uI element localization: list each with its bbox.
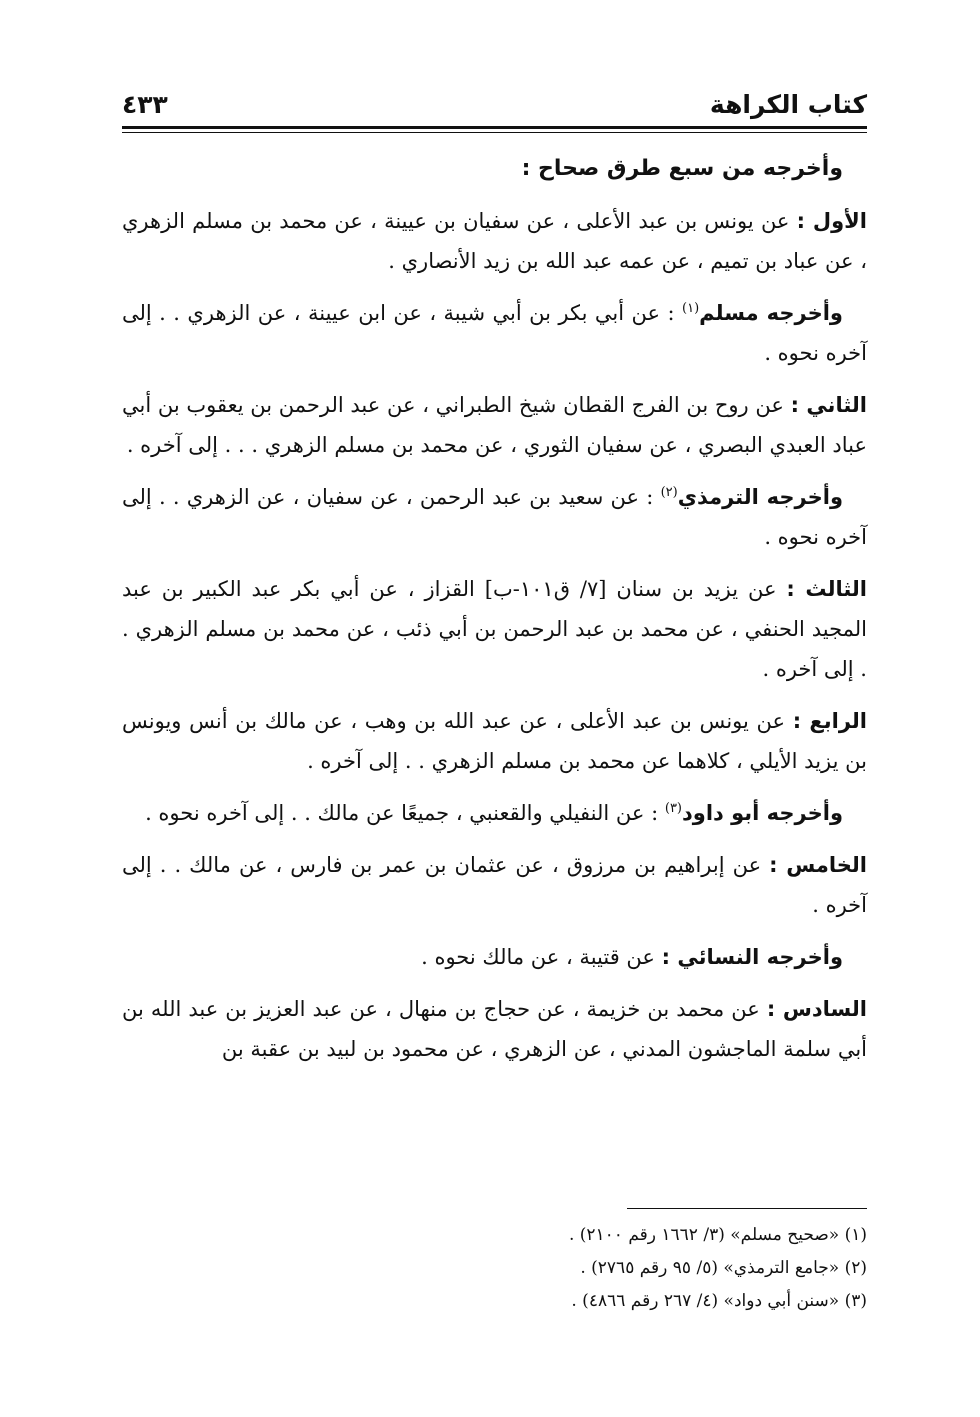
footnote-mark: (٢) xyxy=(660,485,678,500)
footnote-item: (٢) «جامع الترمذي» (٥/ ٩٥ رقم ٢٧٦٥) . xyxy=(580,1258,867,1278)
footnotes xyxy=(122,1208,867,1318)
header-rule-thin xyxy=(122,132,867,133)
running-header xyxy=(122,78,867,120)
section-heading: وأخرجه من سبع طرق صحاح : xyxy=(521,156,843,181)
paragraph-lead: الرابع : xyxy=(792,709,867,733)
paragraph-text: : عن أبي بكر بن أبي شيبة ، عن ابن عيينة ، عن الزهري . . إلى آخره نحوه . xyxy=(122,301,867,365)
footnote-mark: (١) xyxy=(682,301,700,316)
paragraph-fifth-route xyxy=(122,845,867,925)
paragraph-text: عن يونس بن عبد الأعلى ، عن سفيان بن عيينة ، عن محمد بن مسلم الزهري ، عن عباد بن تميم ، عن عمه عبد الله بن زيد الأنصاري . xyxy=(122,209,867,273)
paragraph-lead: وأخرجه أبو داود xyxy=(682,801,843,825)
paragraph-nasai xyxy=(122,937,867,977)
paragraph-lead: الأول : xyxy=(796,209,867,233)
paragraph-fourth-route xyxy=(122,701,867,781)
paragraph-lead: الثاني : xyxy=(790,393,867,417)
paragraph-text: : عن النفيلي والقعنبي ، جميعًا عن مالك . . إلى آخره نحوه . xyxy=(145,801,665,825)
paragraph-first-route xyxy=(122,201,867,281)
paragraph-text: عن روح بن الفرج القطان شيخ الطبراني ، عن عبد الرحمن بن يعقوب بن أبي عباد العبدي البصري ، عن سفيان الثوري ، عن محمد بن مسلم الزهري . . . إلى آخره . xyxy=(122,393,867,457)
page-number: ٤٣٣ xyxy=(122,90,168,119)
paragraph-text: : عن سعيد بن عبد الرحمن ، عن سفيان ، عن الزهري . . إلى آخره نحوه . xyxy=(122,485,867,549)
footnote-mark: (٣) xyxy=(664,801,682,816)
paragraph-lead: الخامس : xyxy=(769,853,867,877)
paragraph-text: عن يزيد بن سنان [٧/ ق١٠١-ب] القزاز ، عن أبي بكر عبد الكبير بن عبد المجيد الحنفي ، عن محمد بن عبد الرحمن بن أبي ذئب ، عن محمد بن مسلم الزهري . . إلى آخره . xyxy=(122,577,867,681)
paragraph-second-route xyxy=(122,385,867,465)
paragraph-text: عن قتيبة ، عن مالك نحوه . xyxy=(421,945,662,969)
footnote-item: (١) «صحيح مسلم» (٣/ ١٦٦٢ رقم ٢١٠٠) . xyxy=(568,1225,867,1245)
paragraph-lead: وأخرجه الترمذي xyxy=(677,485,843,509)
paragraph-sixth-route xyxy=(122,989,867,1069)
paragraph-lead: السادس : xyxy=(766,997,867,1021)
main-text xyxy=(122,149,867,1069)
paragraph-text: عن يونس بن عبد الأعلى ، عن عبد الله بن وهب ، عن مالك بن أنس ويونس بن يزيد الأيلي ، كلاهما عن محمد بن مسلم الزهري . . إلى آخره . xyxy=(122,709,867,773)
header-rule-thick xyxy=(122,126,867,129)
paragraph-lead: الثالث : xyxy=(786,577,868,601)
paragraph-lead: وأخرجه مسلم xyxy=(699,301,843,325)
paragraph-muslim xyxy=(122,293,867,373)
paragraph-abu-dawud xyxy=(122,793,867,833)
paragraph-third-route xyxy=(122,569,867,689)
paragraph-tirmidhi xyxy=(122,477,867,557)
paragraph-text: عن إبراهيم بن مرزوق ، عن عثمان بن عمر بن فارس ، عن مالك . . إلى آخره . xyxy=(122,853,867,917)
footnote-item: (٣) «سنن أبي دواد» (٤/ ٢٦٧ رقم ٤٨٦٦) . xyxy=(571,1291,867,1311)
paragraph-text: عن محمد بن خزيمة ، عن حجاج بن منهال ، عن عبد العزيز بن عبد الله بن أبي سلمة الماجشون المدني ، عن الزهري ، عن محمود بن لبيد بن عقبة بن xyxy=(122,997,867,1061)
book-page xyxy=(122,78,867,1081)
paragraph-lead: وأخرجه النسائي : xyxy=(661,945,843,969)
chapter-title: كتاب الكراهة xyxy=(709,90,867,119)
footnote-separator xyxy=(627,1208,867,1209)
